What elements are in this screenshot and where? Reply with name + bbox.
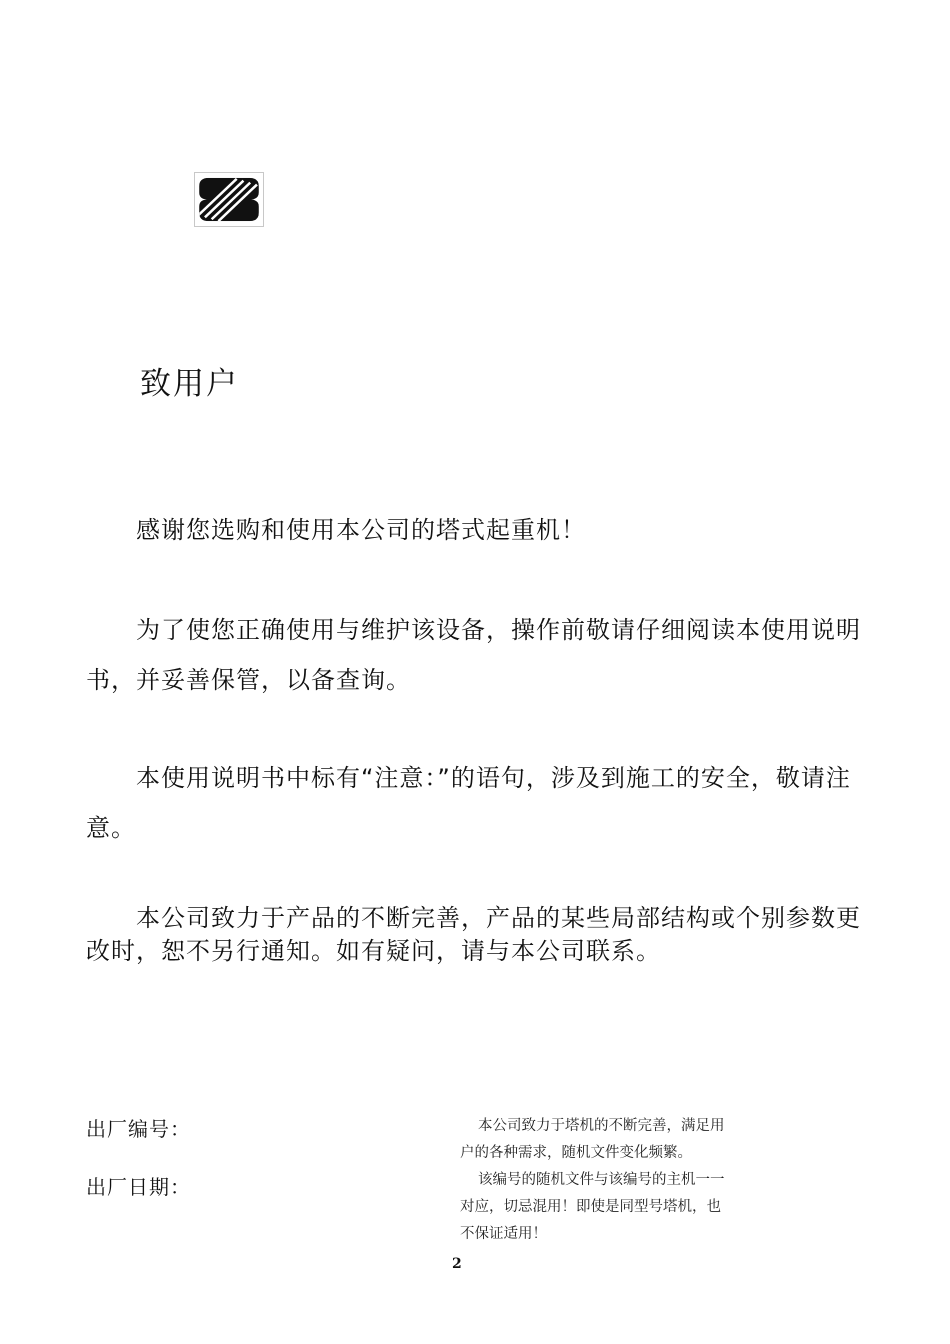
reading-instruction-paragraph: 为了使您正确使用与维护该设备，操作前敬请仔细阅读本使用说明书，并妥善保管，以备查询。 — [86, 616, 861, 694]
company-logo — [194, 172, 264, 227]
page-title: 致用户 — [140, 366, 239, 402]
product-update-paragraph: 本公司致力于产品的不断完善，产品的某些局部结构或个别参数更改时，恕不另行通知。如有疑问，请与本公司联系。 — [86, 904, 861, 965]
manufacture-date-label: 出厂日期： — [86, 1175, 191, 1199]
thanks-paragraph: 感谢您选购和使用本公司的塔式起重机！ — [136, 516, 586, 544]
page-number: 2 — [452, 1256, 462, 1272]
diagonal-stripes-logo-icon — [195, 173, 263, 226]
document-notice-2: 该编号的随机文件与该编号的主机一一对应，切忌混用！即使是同型号塔机，也不保证适用！ — [460, 1172, 725, 1242]
document-notice-1: 本公司致力于塔机的不断完善，满足用户的各种需求，随机文件变化频繁。 — [460, 1118, 725, 1161]
safety-notice-paragraph: 本使用说明书中标有“注意：”的语句，涉及到施工的安全，敬请注意。 — [86, 764, 851, 842]
serial-number-label: 出厂编号： — [86, 1117, 191, 1141]
